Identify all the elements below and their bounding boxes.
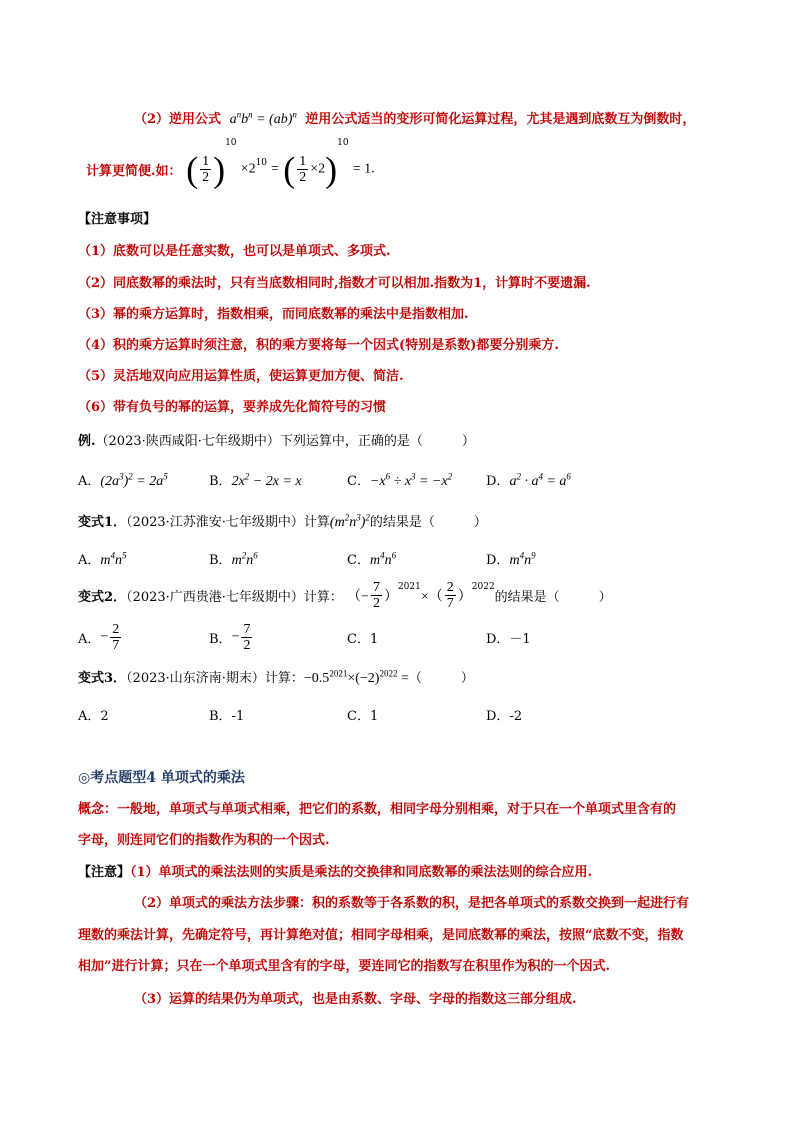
section-note-3: （3）运算的结果仍为单项式，也是由系数、字母、字母的指数这三部分组成. [134,992,577,1007]
example-option-c: C．$-x^6 \div x^3 = -x^2$ [347,471,453,489]
example-question: 例.（2023·陕西咸阳·七年级期中）下列运算中，正确的是（ ） [78,434,475,449]
concept-line-2: 字母，则连同它们的指数作为积的一个因式. [78,833,330,848]
variant3-question: 变式3．（2023·山东济南·期末）计算：$-0.5^{2021}\times(-2)^{2022}$ =（ ） [78,668,474,686]
example-option-d: D．$a^2 \cdot a^4 = a^6$ [486,471,571,489]
inverse-formula: $a^nb^n = (ab)^n$ [229,109,297,127]
formula-line-2 [86,138,375,190]
variant3-option-c: C．1 [347,709,379,724]
note-item-3: （3）幂的乘方运算时，指数相乘，而同底数幂的乘法中是指数相加. [78,307,469,322]
variant2-option-b: B．− $\frac{7}{2}$ [209,622,251,653]
variant1-option-d: D．$m^4n^9$ [486,550,536,568]
section-note-2a: （2）单项式的乘法方法步骤：积的系数等于各系数的积，是把各单项式的系数交换到一起进行有 [134,896,690,911]
variant2-option-d: D．－1 [486,632,531,647]
section-title: ◎考点题型4 单项式的乘法 [78,770,245,786]
formula-label: （2）逆用公式 [134,112,222,127]
note-item-1: （1）底数可以是任意实数，也可以是单项式、多项式. [78,244,391,259]
section-note-2c: 相加”进行计算；只在一个单项式里含有的字母，要连同它的指数写在积里作为积的一个因式. [78,959,611,974]
example-option-b: B．$2x^2 - 2x = x$ [209,471,302,489]
notes-heading: 【注意事项】 [78,212,157,227]
variant2-option-c: C．1 [347,632,379,647]
section-note-1: 【注意】（1）单项式的乘法法则的实质是乘法的交换律和同底数幂的乘法法则的综合应用. [78,865,593,880]
formula-desc: 逆用公式适当的变形可简化运算过程，尤其是遇到底数互为倒数时， [305,112,696,127]
variant1-option-b: B．$m^2n^6$ [209,550,258,568]
variant3-option-a: A．2 [78,709,109,724]
variant2-option-a: A．− $\frac{2}{7}$ [78,622,120,653]
note-item-4: （4）积的乘方运算时须注意，积的乘方要将每一个因式(特别是系数)都要分别乘方. [78,338,559,353]
variant3-option-d: D．-2 [486,709,523,724]
note-item-6: （6）带有负号的幂的运算，要养成先化简符号的习惯 [78,400,387,415]
variant3-option-b: B．-1 [209,709,245,724]
variant2-question: 变式2．（2023·广西贵港·七年级期中）计算： （− $\frac{7}{2}$ ）$^{2021}$×（ $\frac{2}{7}$ ）$^{2022}$的结果是（ ） [78,580,612,611]
note-item-2: （2）同底数幂的乘法时，只有当底数相同时,指数才可以相加.指数为1，计算时不要遗漏. [78,276,591,291]
example-expression: ( $\frac{1}{2}$ )$^{10} \times 2^{10}$ = ( $\frac{1}{2}$ ×2)$^{10}$ = 1. [186,138,375,190]
variant1-question: 变式1．（2023·江苏淮安·七年级期中）计算$(m^2n^3)^2$的结果是（ ） [78,512,487,530]
section-note-2b: 理数的乘法计算，先确定符号，再计算绝对值；相同字母相乘，是同底数幂的乘法，按照“底数不变，指数 [78,928,684,943]
formula-line-1 [134,108,695,128]
example-intro: 计算更简便.如： [86,164,182,179]
example-option-a: A．$(2a^3)^2 = 2a^5$ [78,471,168,489]
variant1-option-c: C．$m^4n^6$ [347,550,397,568]
concept-line-1: 概念：一般地，单项式与单项式相乘，把它们的系数，相同字母分别相乘，对于只在一个单项式里含有的 [78,802,677,817]
variant1-option-a: A．$m^4n^5$ [78,550,127,568]
note-item-5: （5）灵活地双向应用运算性质，使运算更加方便、简洁. [78,369,404,384]
